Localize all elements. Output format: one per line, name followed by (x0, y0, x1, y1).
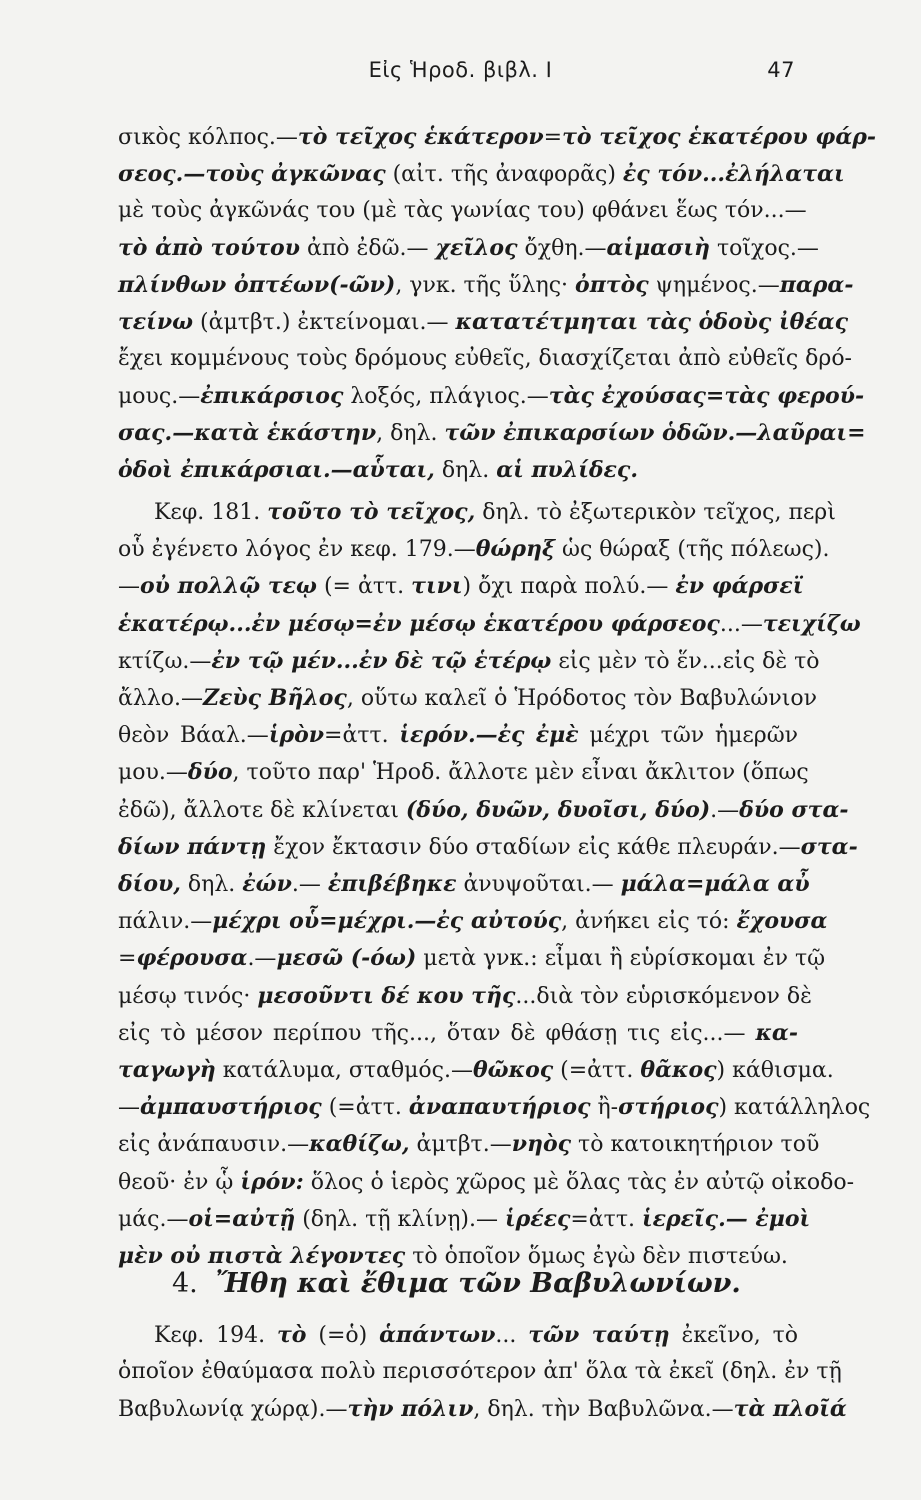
gloss-text: (=ἀττ. (321, 1095, 409, 1121)
gloss-text: , δηλ. τὴν Βαβυλῶνα.— (473, 1397, 734, 1422)
lemma-text: οἱ=αὐτῇ (188, 1205, 296, 1232)
text-line (118, 270, 854, 301)
gloss-text: Βαβυλωνίᾳ χώρᾳ).— (118, 1397, 348, 1422)
gloss-text: μάς.— (118, 1206, 189, 1232)
gloss-text: = (118, 946, 137, 972)
gloss-text: Κεφ. 181. (154, 500, 268, 525)
gloss-text: (=ἀττ. (553, 1058, 641, 1083)
gloss-text: ἀπὸ ἐδῶ.— (299, 236, 436, 261)
gloss-text: κτίζω.— (118, 648, 212, 674)
text-line (118, 1055, 834, 1086)
gloss-text: =ἀττ. (570, 1206, 642, 1232)
lemma-text: ἐν φάρσεϊ (675, 573, 804, 600)
gloss-text: ὄχθη.— (517, 236, 607, 261)
lemma-text: αἱ πυλίδες. (496, 457, 638, 483)
gloss-text: — (118, 574, 140, 600)
gloss-text: ψημένος.— (648, 273, 780, 298)
text-line (118, 1018, 798, 1049)
gloss-text: , δηλ. (376, 421, 445, 446)
lemma-text: ἱερόν.—ἐς ἐμὲ (399, 722, 579, 749)
gloss-text: — (118, 1095, 140, 1121)
lemma-text: ἔχουσα (736, 908, 828, 935)
gloss-text: ὁποῖον ἐθαύμασα πολὺ περισσότερον ἀπ' ὅλα τὰ ἐκεῖ (δηλ. ἐν τῇ (118, 1359, 842, 1384)
lemma-text: ἑκατέρῳ...ἐν μέσῳ=ἐν μέσῳ ἑκατέρου φάρσεος (118, 610, 720, 637)
gloss-text: .— (710, 797, 740, 823)
gloss-text: , ἀνήκει εἰς τό: (561, 909, 737, 935)
gloss-text: Κεφ. 194. (154, 1323, 277, 1348)
gloss-text: τὸ ὁποῖον ὅμως ἐγὼ δὲν πιστεύω. (405, 1244, 788, 1269)
gloss-text: μέχρι τῶν ἡμερῶν (578, 723, 799, 749)
text-line (118, 683, 817, 714)
gloss-text: ἐδῶ), ἄλλοτε δὲ κλίνεται (118, 797, 406, 823)
gloss-text: (δηλ. τῇ κλίνῃ).— (295, 1206, 505, 1232)
lemma-text: ὁδοὶ ἐπικάρσιαι.—αὗται, (118, 457, 435, 483)
gloss-text: (αἰτ. τῆς ἀναφορᾶς) (385, 162, 623, 187)
gloss-text: ) κάθισμα. (716, 1058, 834, 1083)
lemma-text: δύο (187, 759, 233, 786)
gloss-text: μὲ τοὺς ἀγκῶνάς του (μὲ τὰς γωνίας του) φθάνει ἕως τόν...— (118, 198, 807, 223)
text-line (118, 869, 810, 900)
gloss-text: ἔχει κομμένους τοὺς δρόμους εὐθεῖς, διασχίζεται ἀπὸ εὐθεῖς δρό- (118, 346, 852, 371)
text-line (118, 943, 826, 974)
gloss-text: μου.— (118, 760, 188, 786)
gloss-text: τοῖχος.— (709, 236, 819, 261)
gloss-text: ἀνυψοῦται.— (456, 872, 621, 897)
lemma-text: οὐ πολλῷ τεῳ (140, 573, 317, 600)
text-line (118, 981, 812, 1012)
lemma-text: θώρηξ (475, 536, 556, 563)
gloss-text: θεὸν Βάαλ.— (118, 723, 269, 749)
lemma-text: δίων πάντῃ (118, 833, 267, 860)
lemma-text: παρα- (779, 272, 854, 298)
gloss-text: , τοῦτο παρ' Ἡροδ. ἄλλοτε μὲν εἶναι ἄκλιτον (ὅπως (232, 760, 809, 786)
gloss-text: κατάλυμα, σταθμός.— (215, 1058, 473, 1083)
gloss-text: οὗ ἐγένετο λόγος ἐν κεφ. 179.— (118, 537, 476, 563)
gloss-text: ... (495, 1323, 529, 1348)
gloss-text: εἰς ἀνάπαυσιν.— (118, 1132, 310, 1158)
lemma-text: δίου, (118, 871, 181, 897)
text-line (118, 1129, 820, 1160)
gloss-text: ἢ- (590, 1095, 619, 1121)
lemma-text: ἱρέες (504, 1205, 571, 1232)
lemma-text: ἐν τῷ μέν...ἐν δὲ τῷ ἑτέρῳ (211, 647, 552, 674)
section-title: Ἤθη καὶ ἔθιμα τῶν Βαβυλωνίων. (215, 1268, 741, 1299)
text-line (154, 497, 836, 528)
lemma-text: σεος.—τοὺς ἀγκῶνας (118, 161, 386, 187)
lemma-text: ὀπτὸς (575, 272, 649, 298)
lemma-text: νηὸς (511, 1131, 572, 1158)
lemma-text: τὴν πόλιν (347, 1396, 474, 1422)
lemma-text: σας.—κατὰ ἑκάστην (118, 420, 377, 446)
lemma-text: τὰς ἐχούσας=τὰς φερού- (548, 383, 865, 409)
lemma-text: τὸ τεῖχος ἑκατέρου φάρ- (562, 124, 877, 150)
lemma-text: ἱρὸν (268, 722, 325, 749)
gloss-text: (= ἀττ. (316, 574, 412, 600)
text-line (118, 1357, 842, 1387)
lemma-text: δύο στα- (739, 796, 849, 823)
text-line (118, 795, 849, 826)
text-line (118, 159, 845, 190)
text-line (118, 1092, 871, 1123)
lemma-text: Ζεὺς Βῆλος (202, 685, 347, 711)
gloss-text: , γνκ. τῆς ὕλης· (395, 273, 576, 298)
text-line (118, 196, 807, 226)
running-title: Εἰς Ἡροδ. βιβλ. Ι (368, 58, 553, 82)
lemma-text: ἱερεῖς.— ἐμοὶ (642, 1205, 811, 1232)
text-line (118, 906, 828, 937)
lemma-text: μεσοῦντι δέ κου τῆς (257, 982, 516, 1009)
gloss-text: μους.— (118, 384, 201, 409)
lemma-text: μέχρι οὗ=μέχρι.—ἐς αὐτούς (212, 908, 562, 935)
lemma-text: ἐπιβέβηκε (327, 871, 457, 897)
gloss-text: =ἀττ. (324, 723, 400, 749)
text-line (118, 307, 848, 338)
lemma-text: ἐς τόν...ἐλήλαται (622, 161, 845, 187)
lemma-text: μάλα=μάλα αὖ (620, 871, 810, 897)
gloss-text: λοξός, πλάγιος.— (343, 384, 549, 409)
gloss-text: ἀμτβτ.— (409, 1132, 512, 1158)
lemma-text: (δύο, δυῶν, δυοῖσι, δύο) (405, 796, 711, 823)
text-line (118, 609, 861, 640)
lemma-text: μεσῶ (-όω) (276, 945, 417, 972)
gloss-text: σικὸς κόλπος.— (118, 125, 298, 150)
lemma-text: χεῖλος (435, 235, 518, 261)
gloss-text: = (543, 125, 563, 150)
gloss-text: εἰς μὲν τὸ ἕν...εἰς δὲ τὸ (551, 648, 820, 674)
text-line (118, 381, 865, 412)
text-line (118, 571, 804, 602)
lemma-text: θῶκος (472, 1057, 554, 1083)
text-line (118, 122, 877, 153)
text-line (118, 534, 830, 565)
lemma-text: τὸ (277, 1322, 307, 1348)
gloss-text: .— (247, 946, 277, 972)
lemma-text: πλίνθων ὀπτέων(-ῶν) (118, 272, 396, 298)
gloss-text: ἐκεῖνο, τὸ (669, 1323, 798, 1348)
gloss-text: (=ὁ) (306, 1323, 380, 1348)
lemma-text: ταγωγὴ (118, 1057, 216, 1083)
gloss-text: ἔχον ἔκτασιν δύο σταδίων εἰς κάθε πλευράν.— (266, 834, 801, 860)
lemma-text: φέρουσα (136, 945, 248, 972)
text-line (118, 1204, 811, 1235)
lemma-text: ἐπικάρσιος (200, 383, 344, 409)
lemma-text: τειχίζω (762, 610, 861, 637)
text-line (118, 344, 852, 374)
gloss-text: θεοῦ· ἐν ᾧ (118, 1169, 241, 1195)
section-number: 4. (172, 1268, 198, 1299)
lemma-text: τῶν ἐπικαρσίων ὁδῶν.—λαῦραι= (444, 420, 866, 446)
gloss-text: ) ὄχι παρὰ πολύ.— (462, 574, 676, 600)
text-line (118, 455, 798, 486)
lemma-text: τῶν ταύτῃ (528, 1322, 670, 1348)
lemma-text: τείνω (118, 309, 194, 335)
lemma-text: κατατέτμηται τὰς ὁδοὺς ἰθέας (455, 309, 848, 335)
lemma-text: στήριος (618, 1094, 719, 1121)
lemma-text: ἁπάντων (379, 1322, 496, 1348)
lemma-text: κα- (755, 1019, 798, 1046)
text-line (118, 757, 809, 788)
gloss-text: δηλ. (434, 458, 497, 483)
lemma-text: ἀμπαυστήριος (140, 1094, 322, 1121)
gloss-text: ...— (719, 611, 763, 637)
lemma-text: καθίζω, (309, 1131, 410, 1158)
text-line (118, 1167, 855, 1198)
gloss-text: πάλιν.— (118, 909, 213, 935)
gloss-text: εἰς τὸ μέσον περίπου τῆς..., ὅταν δὲ φθάσῃ τις εἰς...— (118, 1020, 756, 1046)
lemma-text: ἀναπαυτήριος (408, 1094, 591, 1121)
section-heading (172, 1268, 812, 1299)
gloss-text: δηλ. (180, 872, 243, 897)
lemma-text: τινι (411, 573, 463, 600)
lemma-text: τοῦτο τὸ τεῖχος, (267, 499, 476, 525)
gloss-text: μέσῳ τινός· (118, 983, 258, 1009)
lemma-text: τὸ ἀπὸ τούτου (118, 235, 300, 261)
gloss-text: δηλ. τὸ ἐξωτερικὸν τεῖχος, περὶ (475, 500, 836, 525)
text-line (118, 720, 798, 751)
gloss-text: μετὰ γνκ.: εἶμαι ἢ εὑρίσκομαι ἐν τῷ (416, 946, 826, 972)
text-line (118, 418, 866, 449)
lemma-text: αἱμασιὴ (606, 235, 710, 261)
gloss-text: ...διὰ τὸν εὑρισκόμενον δὲ (515, 983, 812, 1009)
text-line (118, 832, 858, 863)
lemma-text: ἐών (242, 871, 292, 897)
gloss-text: .— (291, 872, 328, 897)
gloss-text: ὅλος ὁ ἱερὸς χῶρος μὲ ὅλας τὰς ἐν αὐτῷ οἰκοδο- (303, 1169, 855, 1195)
gloss-text: ἄλλο.— (118, 686, 203, 711)
lemma-text: ἱρόν: (240, 1168, 304, 1195)
page-number: 47 (767, 58, 795, 82)
gloss-text: ) κατάλληλος (718, 1095, 871, 1121)
text-line (118, 233, 819, 264)
lemma-text: μὲν οὐ πιστὰ λέγοντες (118, 1243, 406, 1269)
gloss-text: τὸ κατοικητήριον τοῦ (571, 1132, 820, 1158)
text-line (118, 646, 820, 677)
gloss-text: (ἀμτβτ.) ἐκτείνομαι.— (193, 310, 456, 335)
text-line (154, 1320, 798, 1351)
lemma-text: στα- (800, 833, 858, 860)
lemma-text: τὰ πλοῖά (733, 1396, 847, 1422)
lemma-text: θᾶκος (640, 1057, 717, 1083)
gloss-text: ὡς θώραξ (τῆς πόλεως). (555, 537, 830, 563)
gloss-text: , οὕτω καλεῖ ὁ Ἡρόδοτος τὸν Βαβυλώνιον (346, 686, 817, 711)
lemma-text: τὸ τεῖχος ἑκάτερον (297, 124, 544, 150)
text-line (118, 1394, 847, 1425)
